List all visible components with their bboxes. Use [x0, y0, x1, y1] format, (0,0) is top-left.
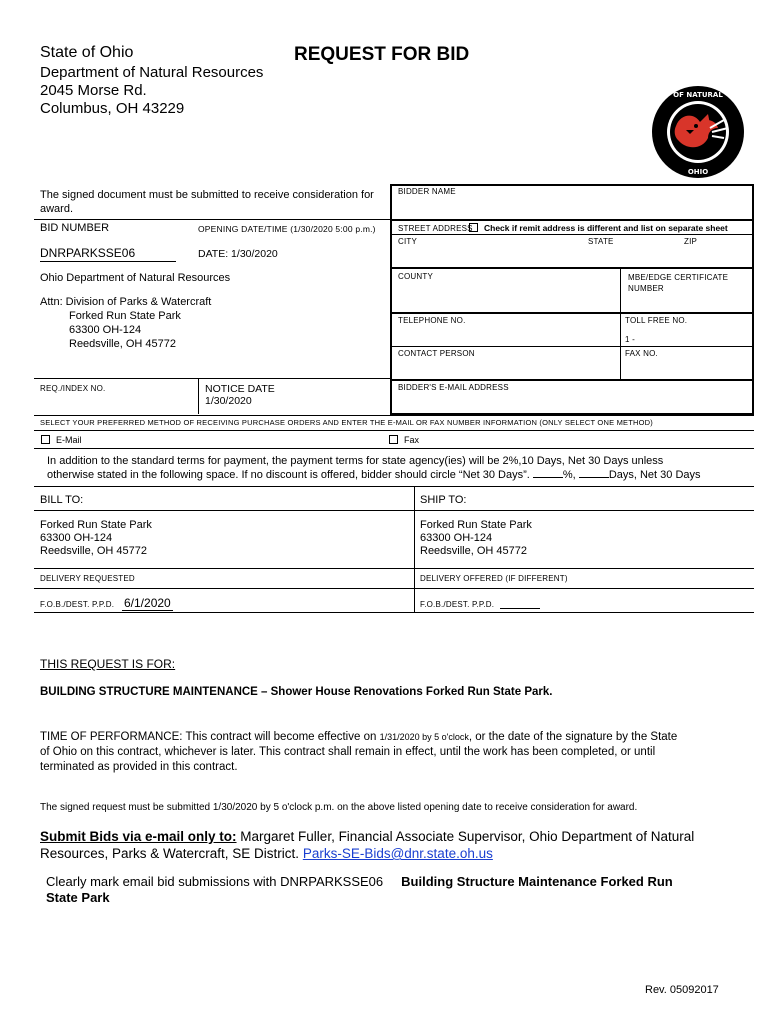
remit-check-label: Check if remit address is different and list on separate sheet — [484, 223, 728, 233]
attn-line-3: 63300 OH-124 — [69, 324, 142, 336]
department-name: Department of Natural Resources — [40, 64, 264, 81]
email-checkbox[interactable] — [41, 435, 50, 444]
fob-label-2: F.O.B./DEST. P.P.D. — [420, 600, 495, 609]
bid-number-label: BID NUMBER — [40, 222, 110, 234]
state-name: State of Ohio — [40, 44, 134, 61]
opening-date-label: OPENING DATE/TIME (1/30/2020 5:00 p.m.) — [198, 224, 376, 234]
attn-line-4: Reedsville, OH 45772 — [69, 338, 177, 350]
delivery-requested-label: DELIVERY REQUESTED — [40, 574, 135, 583]
time-of-performance-line-1: TIME OF PERFORMANCE: This contract will become effective on 1/31/2020 by 5 o'clock, or the date of the signature by the State — [40, 731, 678, 743]
contact-person-label: CONTACT PERSON — [398, 349, 475, 358]
submit-bids-label: Submit Bids via e-mail only to: — [40, 829, 237, 844]
address-line-2: Columbus, OH 43229 — [40, 100, 185, 117]
odnr-seal-logo — [650, 84, 746, 180]
bidder-name-field[interactable] — [392, 196, 752, 218]
fob-value: 6/1/2020 — [124, 596, 171, 610]
ship-to-label: SHIP TO: — [420, 494, 467, 506]
bill-to-line-3: Reedsville, OH 45772 — [40, 545, 148, 557]
remit-checkbox[interactable] — [469, 223, 478, 232]
page-title: REQUEST FOR BID — [294, 44, 470, 65]
revision-number: Rev. 05092017 — [645, 984, 719, 996]
attn-line-1: Attn: Division of Parks & Watercraft — [40, 296, 212, 308]
bidder-name-label: BIDDER NAME — [398, 187, 456, 196]
telephone-label: TELEPHONE NO. — [398, 316, 466, 325]
agency-name: Ohio Department of Natural Resources — [40, 272, 231, 284]
mbe-label: MBE/EDGE CERTIFICATE NUMBER — [628, 273, 729, 293]
terms-line-2: otherwise stated in the following space. If no discount is offered, bidder should circle “Net 30 Days”. %, Days, Net 30 Days — [47, 469, 701, 481]
zip-label: ZIP — [684, 237, 698, 246]
bill-to-line-2: 63300 OH-124 — [40, 532, 113, 544]
street-address-label: STREET ADDRESS — [398, 224, 473, 233]
fax-option-label: Fax — [404, 435, 420, 445]
ship-to-line-2: 63300 OH-124 — [420, 532, 493, 544]
request-for-heading: THIS REQUEST IS FOR: — [40, 657, 176, 671]
email-option[interactable] — [41, 435, 82, 445]
bill-to-line-1: Forked Run State Park — [40, 519, 152, 531]
attn-line-2: Forked Run State Park — [69, 310, 181, 322]
bid-number-value: DNRPARKSSE06 — [40, 246, 136, 260]
notice-date-value: 1/30/2020 — [205, 395, 252, 407]
bill-to-label: BILL TO: — [40, 494, 84, 506]
terms-line-1: In addition to the standard terms for payment, the payment terms for state agency(ies) will be 2%,10 Days, Net 30 Days unless — [47, 455, 664, 467]
notice-date-label: NOTICE DATE — [205, 383, 275, 395]
tollfree-label: TOLL FREE NO. — [625, 316, 688, 325]
tollfree-value: 1 - — [625, 335, 635, 344]
fax-no-label: FAX NO. — [625, 349, 658, 358]
fax-option[interactable] — [389, 435, 419, 445]
submit-bids-line-1: Submit Bids via e-mail only to: Margaret Fuller, Financial Associate Supervisor, Ohio Department of Natural — [40, 829, 695, 844]
fob-label: F.O.B./DEST. P.P.D. — [40, 600, 115, 609]
project-title: BUILDING STRUCTURE MAINTENANCE – Shower House Renovations Forked Run State Park. — [40, 686, 553, 698]
delivery-offered-label: DELIVERY OFFERED (IF DIFFERENT) — [420, 574, 568, 583]
svg-text:OF NATURAL: OF NATURAL — [673, 91, 723, 99]
submit-email-link[interactable]: Parks-SE-Bids@dnr.state.oh.us — [302, 846, 493, 861]
city-label: CITY — [398, 237, 418, 246]
signed-notice: The signed document must be submitted to receive consideration for award. — [40, 189, 374, 215]
svg-text:OHIO: OHIO — [687, 168, 709, 176]
address-line-1: 2045 Morse Rd. — [40, 82, 147, 99]
clearly-mark-line-1: Clearly mark email bid submissions with DNRPARKSSE06 Building Structure Maintenance Forked Run — [46, 874, 673, 889]
date-label: DATE: 1/30/2020 — [198, 248, 278, 260]
email-option-label: E-Mail — [56, 435, 82, 445]
fax-checkbox[interactable] — [389, 435, 398, 444]
bidder-email-label: BIDDER'S E-MAIL ADDRESS — [398, 383, 509, 392]
county-label: COUNTY — [398, 272, 433, 281]
time-of-performance-line-3: terminated as provided in this contract. — [40, 761, 238, 773]
time-of-performance-line-2: of Ohio on this contract, whichever is later. This contract shall remain in effect, until the work has been completed, or until — [40, 746, 656, 758]
method-instructions: SELECT YOUR PREFERRED METHOD OF RECEIVING PURCHASE ORDERS AND ENTER THE E-MAIL OR FAX NUMBER INFORMATION (ONLY SELECT ONE METHOD) — [40, 418, 653, 427]
req-index-label: REQ./INDEX NO. — [40, 384, 106, 393]
clearly-mark-line-2: State Park — [46, 890, 110, 905]
ship-to-line-3: Reedsville, OH 45772 — [420, 545, 528, 557]
state-label: STATE — [588, 237, 614, 246]
remit-check[interactable] — [469, 223, 728, 233]
signed-request-text: The signed request must be submitted 1/30/2020 by 5 o'clock p.m. on the above listed opening date to receive consideration for award. — [40, 802, 638, 813]
ship-to-line-1: Forked Run State Park — [420, 519, 532, 531]
submit-bids-line-2: Resources, Parks & Watercraft, SE District. Parks-SE-Bids@dnr.state.oh.us — [40, 846, 493, 861]
